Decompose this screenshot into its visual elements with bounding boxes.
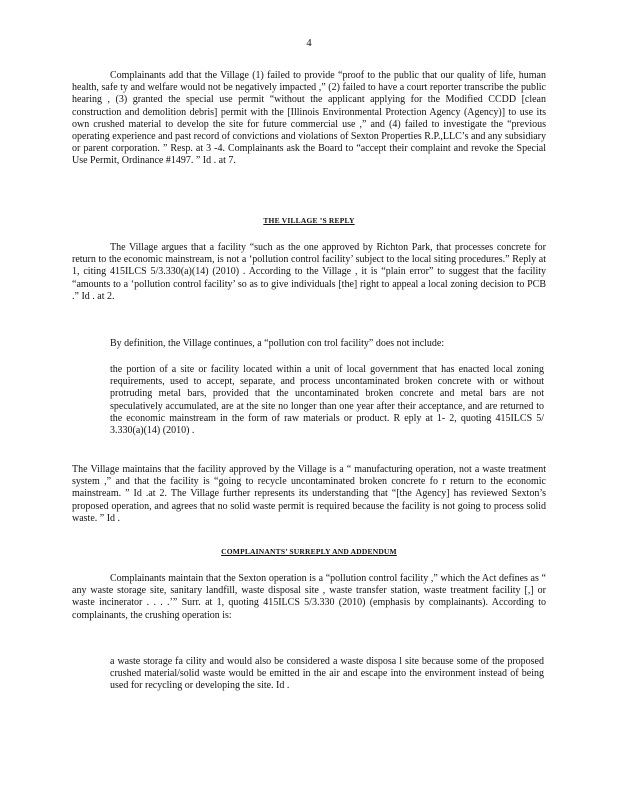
heading-complainants-surreply [0,547,618,556]
block-quote-waste-storage: a waste storage fa cility and would also be considered a waste disposa l site because some of the proposed crushed material/solid waste would be emitted in the air and escape into the environment instead of being used for recycling or developing the site. Id . [110,656,544,692]
paragraph-complainants-maintain: Complainants maintain that the Sexton operation is a “pollution control facility ,” which the Act defines as “ any waste storage site, sanitary landfill, waste disposal site , waste transfer station, waste treatment facility [,] or waste incinerator . . . .’” Surr. at 1, quoting 415ILCS 5/3.330 (2010) (emphasis by complainants). According to complainants, the crushing operation is: [72,573,546,621]
heading-complainants-surreply-text: COMPLAINANTS’ SURREPLY AND ADDENDUM [221,547,397,556]
heading-village-reply [0,216,618,225]
paragraph-village-maintains: The Village maintains that the facility approved by the Village is a “ manufacturing operation, not a waste treatment system ,” and that the facility is “going to recycle uncontaminated broken concrete fo r return to the economic mainstream. ” Id .at 2. The Village further represents its understanding that “[the Agency] has reviewed Sexton’s proposed operation, and agrees that no solid waste permit is required because the facility is not going to process solid waste. ” Id . [72,464,546,524]
paragraph-complainants-add: Complainants add that the Village (1) failed to provide “proof to the public that our quality of life, human health, safe ty and welfare would not be negatively impacted ,” (2) failed to have a court reporter transcribe the public hearing , (3) granted the special use permit “without the applicant applying for the Modified CCDD [clean construction and demolition debris] permit with the [Illinois Environmental Protection Agency (Agency)] to use its own crushed material to develop the site for future commercial use ,” and (4) failed to investigate the “previous operating experience and past record of convictions and violations of Sexton Properties R.P.,LLC’s and any subsidiary or parent corporation. ” Resp. at 3 -4. Complainants ask the Board to “accept their complaint and revoke the Special Use Permit, Ordinance #1497. ” Id . at 7. [72,70,546,167]
block-quote-definition: the portion of a site or facility located within a unit of local government that has enacted local zoning requirements, used to accept, separate, and process uncontaminated broken concrete with or without protruding metal bars, provided that the uncontaminated broken concrete and metal bars are not speculatively accumulated, are at the site no longer than one year after their acceptance, and are returned to the economic mainstream in the form of raw materials or product. R eply at 1- 2, quoting 415ILCS 5/ 3.330(a)(14) (2010) . [110,364,544,437]
heading-village-reply-text: THE VILLAGE ’S REPLY [263,216,355,225]
paragraph-by-definition: By definition, the Village continues, a “pollution con trol facility” does not include: [110,338,445,349]
paragraph-village-argues: The Village argues that a facility “such as the one approved by Richton Park, that processes concrete for return to the economic mainstream, is not a ‘pollution control facility’ subject to the local siting procedures.” Reply at 1, citing 415ILCS 5/3.330(a)(14) (2010) . According to the Village , it is “plain error” to suggest that the facility “amounts to a ‘pollution control facility’ so as to give individuals [the] right to appeal a local zoning decision to PCB .” Id . at 2. [72,242,546,302]
page-number: 4 [306,38,312,49]
